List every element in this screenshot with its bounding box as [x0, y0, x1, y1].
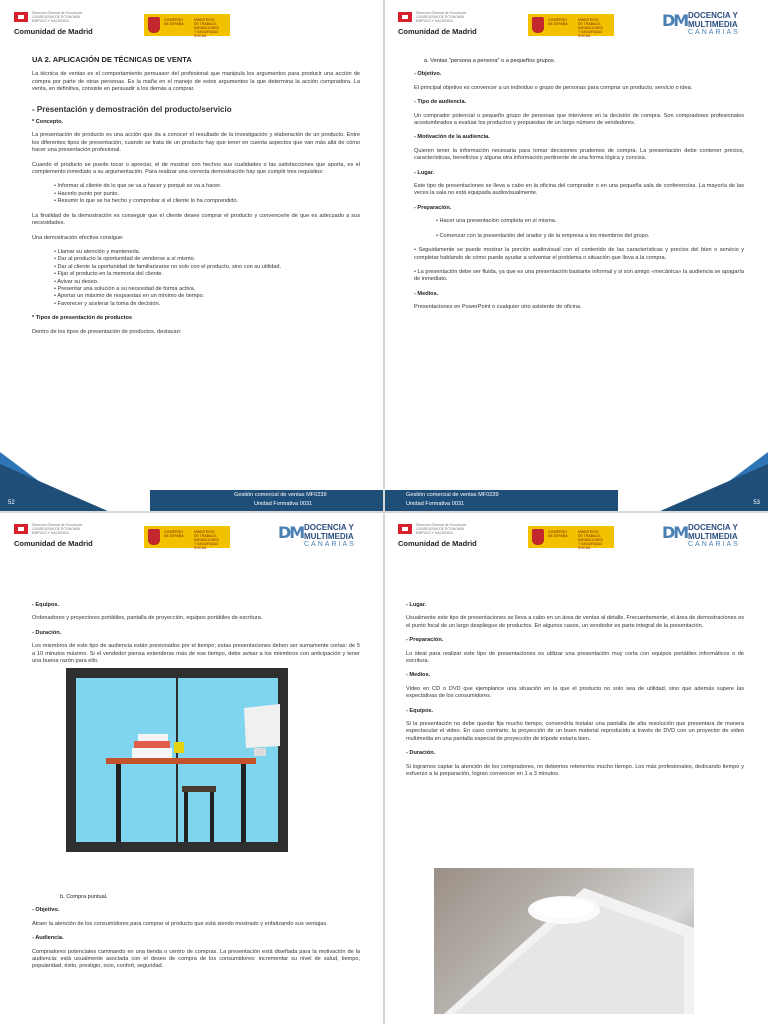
page-body — [406, 602, 744, 786]
page-55 — [384, 512, 768, 1024]
cam-name: Comunidad de Madrid — [14, 539, 93, 548]
page-53 — [384, 0, 768, 512]
ministerio-label: MINISTERIO DE TRABAJO, MIGRACIONES Y SEGURIDAD SOCIAL — [194, 530, 219, 550]
place-label: - Lugar. — [414, 169, 435, 176]
types-label: * Tipos de presentación de productos — [32, 315, 132, 322]
list-item: • Dar al cliente la oportunidad de familiarizarse no solo con el producto, sino con su utilidad. — [54, 264, 360, 271]
cam-department: Dirección General de Formación CONSEJERÍA DE ECONOMÍA, EMPLEO Y HACIENDA — [32, 523, 83, 535]
cam-name: Comunidad de Madrid — [398, 27, 477, 36]
preparation-label: - Preparación. — [414, 204, 452, 211]
footer-decoration — [0, 442, 384, 512]
list-item: • Seguidamente se puede mostrar la porción audiovisual con el contenido de las características y precios del bien o servicio y completar hablando de cómo puede ayudar a solventar el problema o situación que lleva a la compra. — [414, 247, 744, 261]
paragraph: Ordenadores y proyectores portátiles, pantalla de proyección, equipos portátiles de escritura. — [32, 615, 263, 622]
paragraph: Compradores potenciales caminando en una tienda o centro de compras. La presentación está diseñada para la motivación de la audiencia: está usualmente asociada con el deseo de compra de los consumidores: incrementar su nivel de salud, tiempo, popularidad, éxito, prestigio, ocio, confort, seguridad. — [32, 948, 360, 970]
gobierno-espana-logo — [144, 14, 230, 36]
list-item: • Fijar el producto en la memoria del cliente. — [54, 271, 360, 278]
paragraph: Una demostración efectiva consigue: — [32, 234, 124, 241]
spain-shield-icon — [148, 529, 160, 545]
comunidad-madrid-logo — [14, 524, 124, 552]
paragraph: Lo ideal para realizar este tipo de presentaciones es utilizar una presentación muy corta con equipos portátiles informáticos o de escritura. — [406, 650, 744, 665]
comunidad-madrid-logo — [398, 12, 508, 40]
page-body-top — [32, 602, 360, 672]
desk-illustration — [66, 668, 288, 852]
keyboard-scene — [434, 868, 694, 1014]
list-item: • Hacer una presentación completa en sí misma. — [436, 218, 557, 225]
gobierno-espana-logo — [528, 526, 614, 548]
list-item: • Dar al producto la oportunidad de venderse a sí mismo. — [54, 256, 360, 263]
page-52 — [0, 0, 384, 512]
list-item: • Informar al cliente de lo que se va a hacer y porqué se va a hacer. — [54, 183, 360, 190]
objective-label: - Objetivo. — [414, 71, 442, 78]
list-item: • Hacerlo punto por punto. — [54, 191, 360, 198]
comunidad-madrid-logo — [398, 524, 508, 552]
subsection-heading: a. Ventas "persona a persona" o a pequeños grupos. — [424, 58, 556, 64]
equipment-label: - Equipos. — [32, 602, 60, 608]
paragraph: La finalidad de la demostración es conseguir que el cliente desee comprar el producto y convencerle de que es adecuado a sus necesidades. — [32, 212, 360, 227]
ministerio-label: MINISTERIO DE TRABAJO, MIGRACIONES Y SEGURIDAD SOCIAL — [578, 18, 603, 38]
desk-scene — [66, 668, 288, 852]
cam-department: Dirección General de Formación CONSEJERÍA DE ECONOMÍA, EMPLEO Y HACIENDA — [32, 11, 83, 23]
page-header — [14, 10, 370, 40]
list-item: • Llamar su atención y mantenerla. — [54, 249, 360, 256]
comunidad-madrid-logo — [14, 12, 124, 40]
list-item: • La presentación debe ser fluida, ya que es una presentación bastante informal y si son amigo «mecánica» la audiencia se apagaría de inmediato. — [414, 268, 744, 283]
footer-unit: Unidad Formativa 0031 — [406, 501, 465, 507]
madrid-flag-icon — [14, 524, 28, 534]
intro-paragraph: La técnica de ventas es el comportamiento persuasor del profesional que manipula los argumentos para producir una acción de compra por parte de otras personas. Es la maña en el manejo de estos argumentos la que determina la acción compradora. La venta, en definitiva, consiste en persuadir a los demás a comprar. — [32, 71, 360, 93]
spain-shield-icon — [148, 17, 160, 33]
paragraph: Atraer la atención de los consumidores para comprar el producto que está siendo mostrado y enfatizando sus ventajas. — [32, 920, 328, 927]
paragraph: Este tipo de presentaciones se lleva a cabo en la oficina del comprador o en una pequeña sala de conferencias. La mayoría de las veces la sala no está equipada audiovisualmente. — [414, 183, 744, 197]
subsection-heading: b. Compra puntual. — [60, 894, 108, 900]
list-item: • Avivar su deseo. — [54, 279, 360, 286]
docencia-multimedia-logo — [662, 10, 754, 40]
motivation-label: - Motivación de la audiencia. — [414, 134, 490, 141]
page-number: 53 — [753, 500, 760, 506]
dm-line: DOCENCIA Y — [304, 523, 354, 532]
unit-title: UA 2. APLICACIÓN DE TÉCNICAS DE VENTA — [32, 55, 192, 64]
dm-mark: DM — [662, 523, 688, 542]
list-item: • Aportar un máximo de respuestas en un mínimo de tiempo. — [54, 293, 360, 300]
duration-label: - Duración. — [406, 750, 436, 757]
ministerio-label: MINISTERIO DE TRABAJO, MIGRACIONES Y SEGURIDAD SOCIAL — [578, 530, 603, 550]
list-item: • Comenzar con la presentación del orador y de la empresa a los miembros del grupo. — [436, 232, 650, 239]
spain-shield-icon — [532, 17, 544, 33]
paragraph: Si logramos captar la atención de los compradores, no debemos retenerlos mucho tiempo. Los más profesionales, dedicando tiempo y esfuerzo a la preparación, logran convencer en 1 a 3 minutos. — [406, 763, 744, 778]
paragraph: Si la presentación no debe quedar fija mucho tiempo, convendría instalar una pantalla de alta resolución que presentara de manera espectacular el video. En caso contrario, la proyección de un buen material reproducido a través de DVD con un proyector de video multimedia en una pantalla especial de proyección de trípode estaría bien. — [406, 721, 744, 742]
place-label: - Lugar. — [406, 602, 427, 608]
cam-name: Comunidad de Madrid — [14, 27, 93, 36]
docencia-multimedia-logo — [662, 522, 754, 552]
page-header — [14, 522, 370, 552]
gobierno-espana-logo — [144, 526, 230, 548]
gobierno-label: GOBIERNO DE ESPAÑA — [164, 18, 184, 26]
footer-unit: Unidad Formativa 0031 — [254, 501, 313, 507]
footer-course: Gestión comercial de ventas MF0239 — [234, 492, 327, 498]
dm-line: CANARIAS — [688, 29, 740, 36]
dm-line: CANARIAS — [304, 541, 356, 548]
equipment-label: - Equipos. — [406, 707, 434, 714]
page-number: 52 — [8, 500, 15, 506]
cam-department: Dirección General de Formación CONSEJERÍA DE ECONOMÍA, EMPLEO Y HACIENDA — [416, 523, 467, 535]
duration-label: - Duración. — [32, 629, 62, 636]
page-body-bottom — [32, 894, 360, 978]
page-header — [398, 522, 754, 552]
paragraph: Video en CD o DVD que ejemplarice una situación en la que el producto no solo sea de utilidad, sino que además supere las expectativas de los consumidores. — [406, 685, 744, 700]
dm-mark: DM — [662, 11, 688, 30]
effects-list — [32, 249, 360, 308]
dm-mark: DM — [278, 523, 304, 542]
audience-label: - Tipo de audiencia. — [414, 99, 467, 106]
madrid-flag-icon — [398, 12, 412, 22]
list-item: • Presentar una solución a su necesidad de forma activa. — [54, 286, 360, 293]
page-body — [32, 56, 360, 343]
page-body — [414, 58, 744, 319]
objective-label: - Objetivo. — [32, 907, 60, 914]
spain-shield-icon — [532, 529, 544, 545]
paragraph: Presentaciones en PowerPoint o cualquier otro asistente de oficina. — [414, 304, 582, 311]
cam-name: Comunidad de Madrid — [398, 539, 477, 548]
requirements-list — [32, 183, 360, 205]
madrid-flag-icon — [14, 12, 28, 22]
page-54 — [0, 512, 384, 1024]
gobierno-label: GOBIERNO DE ESPAÑA — [548, 530, 568, 538]
keyboard-mouse-photo — [434, 868, 694, 1014]
dm-line: MULTIMEDIA — [688, 20, 738, 29]
preparation-label: - Preparación. — [406, 637, 444, 644]
dm-line: CANARIAS — [688, 541, 740, 548]
concept-label: * Concepto. — [32, 119, 64, 126]
paragraph: Quieren tener la información necesaria para tomar decisiones prudentes de compra. La presentación debe contener precios, características, beneficios y alguna otra información pertinente de una forma lógica y concisa. — [414, 147, 744, 162]
dm-line: DOCENCIA Y — [688, 11, 738, 20]
gobierno-label: GOBIERNO DE ESPAÑA — [548, 18, 568, 26]
paragraph: El principal objetivo es convencer a un individuo o grupo de personas para comprar un producto, servicio o idea. — [414, 84, 693, 91]
paragraph: Usualmente este tipo de presentaciones se lleva a cabo en un área de ventas al detalle. Frecuentemente, el área de demostraciones es el punto focal de un largo despliegue de productos. En algunos casos, un vendedor es parte integral de la presentación. — [406, 615, 744, 629]
list-item: • Favorecer y acelerar la toma de decisión. — [54, 301, 360, 308]
paragraph: Cuando el producto se puede tocar o apreciar, el de mostrar con hechos sus cualidades o las satisfacciones que aporta, es el complemento inmediato a su argumentación. Para realizar una correcta demostración hay que cumplir tres requisitos: — [32, 161, 360, 176]
gobierno-label: GOBIERNO DE ESPAÑA — [164, 530, 184, 538]
list-item: • Resumir lo que se ha hecho y comprobar si el cliente lo ha comprendido. — [54, 198, 360, 205]
page-divider-vertical — [383, 0, 385, 1024]
dm-line: MULTIMEDIA — [688, 532, 738, 541]
media-label: - Medios. — [406, 672, 431, 679]
madrid-flag-icon — [398, 524, 412, 534]
media-label: - Medios. — [414, 290, 439, 297]
cam-department: Dirección General de Formación CONSEJERÍA DE ECONOMÍA, EMPLEO Y HACIENDA — [416, 11, 467, 23]
footer-course: Gestión comercial de ventas MF0239 — [406, 492, 499, 498]
dm-line: DOCENCIA Y — [688, 523, 738, 532]
gobierno-espana-logo — [528, 14, 614, 36]
page-footer — [384, 442, 768, 512]
audience-label: - Audiencia. — [32, 935, 64, 942]
paragraph: Un comprador potencial o pequeño grupo de personas que interviene en la decisión de compra. Son compradores profesionales acostumbrados a evaluar los productos y propuestas de un largo número de vendedores. — [414, 112, 744, 127]
paragraph: Dentro de los tipos de presentación de productos, destacan: — [32, 328, 182, 335]
paragraph: La presentación de producto es una acción que da a conocer el resultado de la investigación y elaboración de un producto. Entre los diferentes tipos de presentación, cuando se trata de un producto hay que tener en cuenta aspectos que van más allá de cómo hacer una presentación profesional. — [32, 132, 360, 154]
dm-line: MULTIMEDIA — [304, 532, 354, 541]
page-header — [398, 10, 754, 40]
paragraph: Los miembros de este tipo de audiencia están presionados por el tiempo; estas presentaciones deben ser sumamente cortas: de 5 a 10 minutos máximo. Si el vendedor piensa extenderse más de ese tiempo, debe avisar a los miembros con anticipación y tener una buena razón para ello. — [32, 643, 360, 665]
ministerio-label: MINISTERIO DE TRABAJO, MIGRACIONES Y SEGURIDAD SOCIAL — [194, 18, 219, 38]
section-heading: - Presentación y demostración del producto/servicio — [32, 104, 232, 114]
page-footer — [0, 442, 384, 512]
docencia-multimedia-logo — [278, 522, 370, 552]
